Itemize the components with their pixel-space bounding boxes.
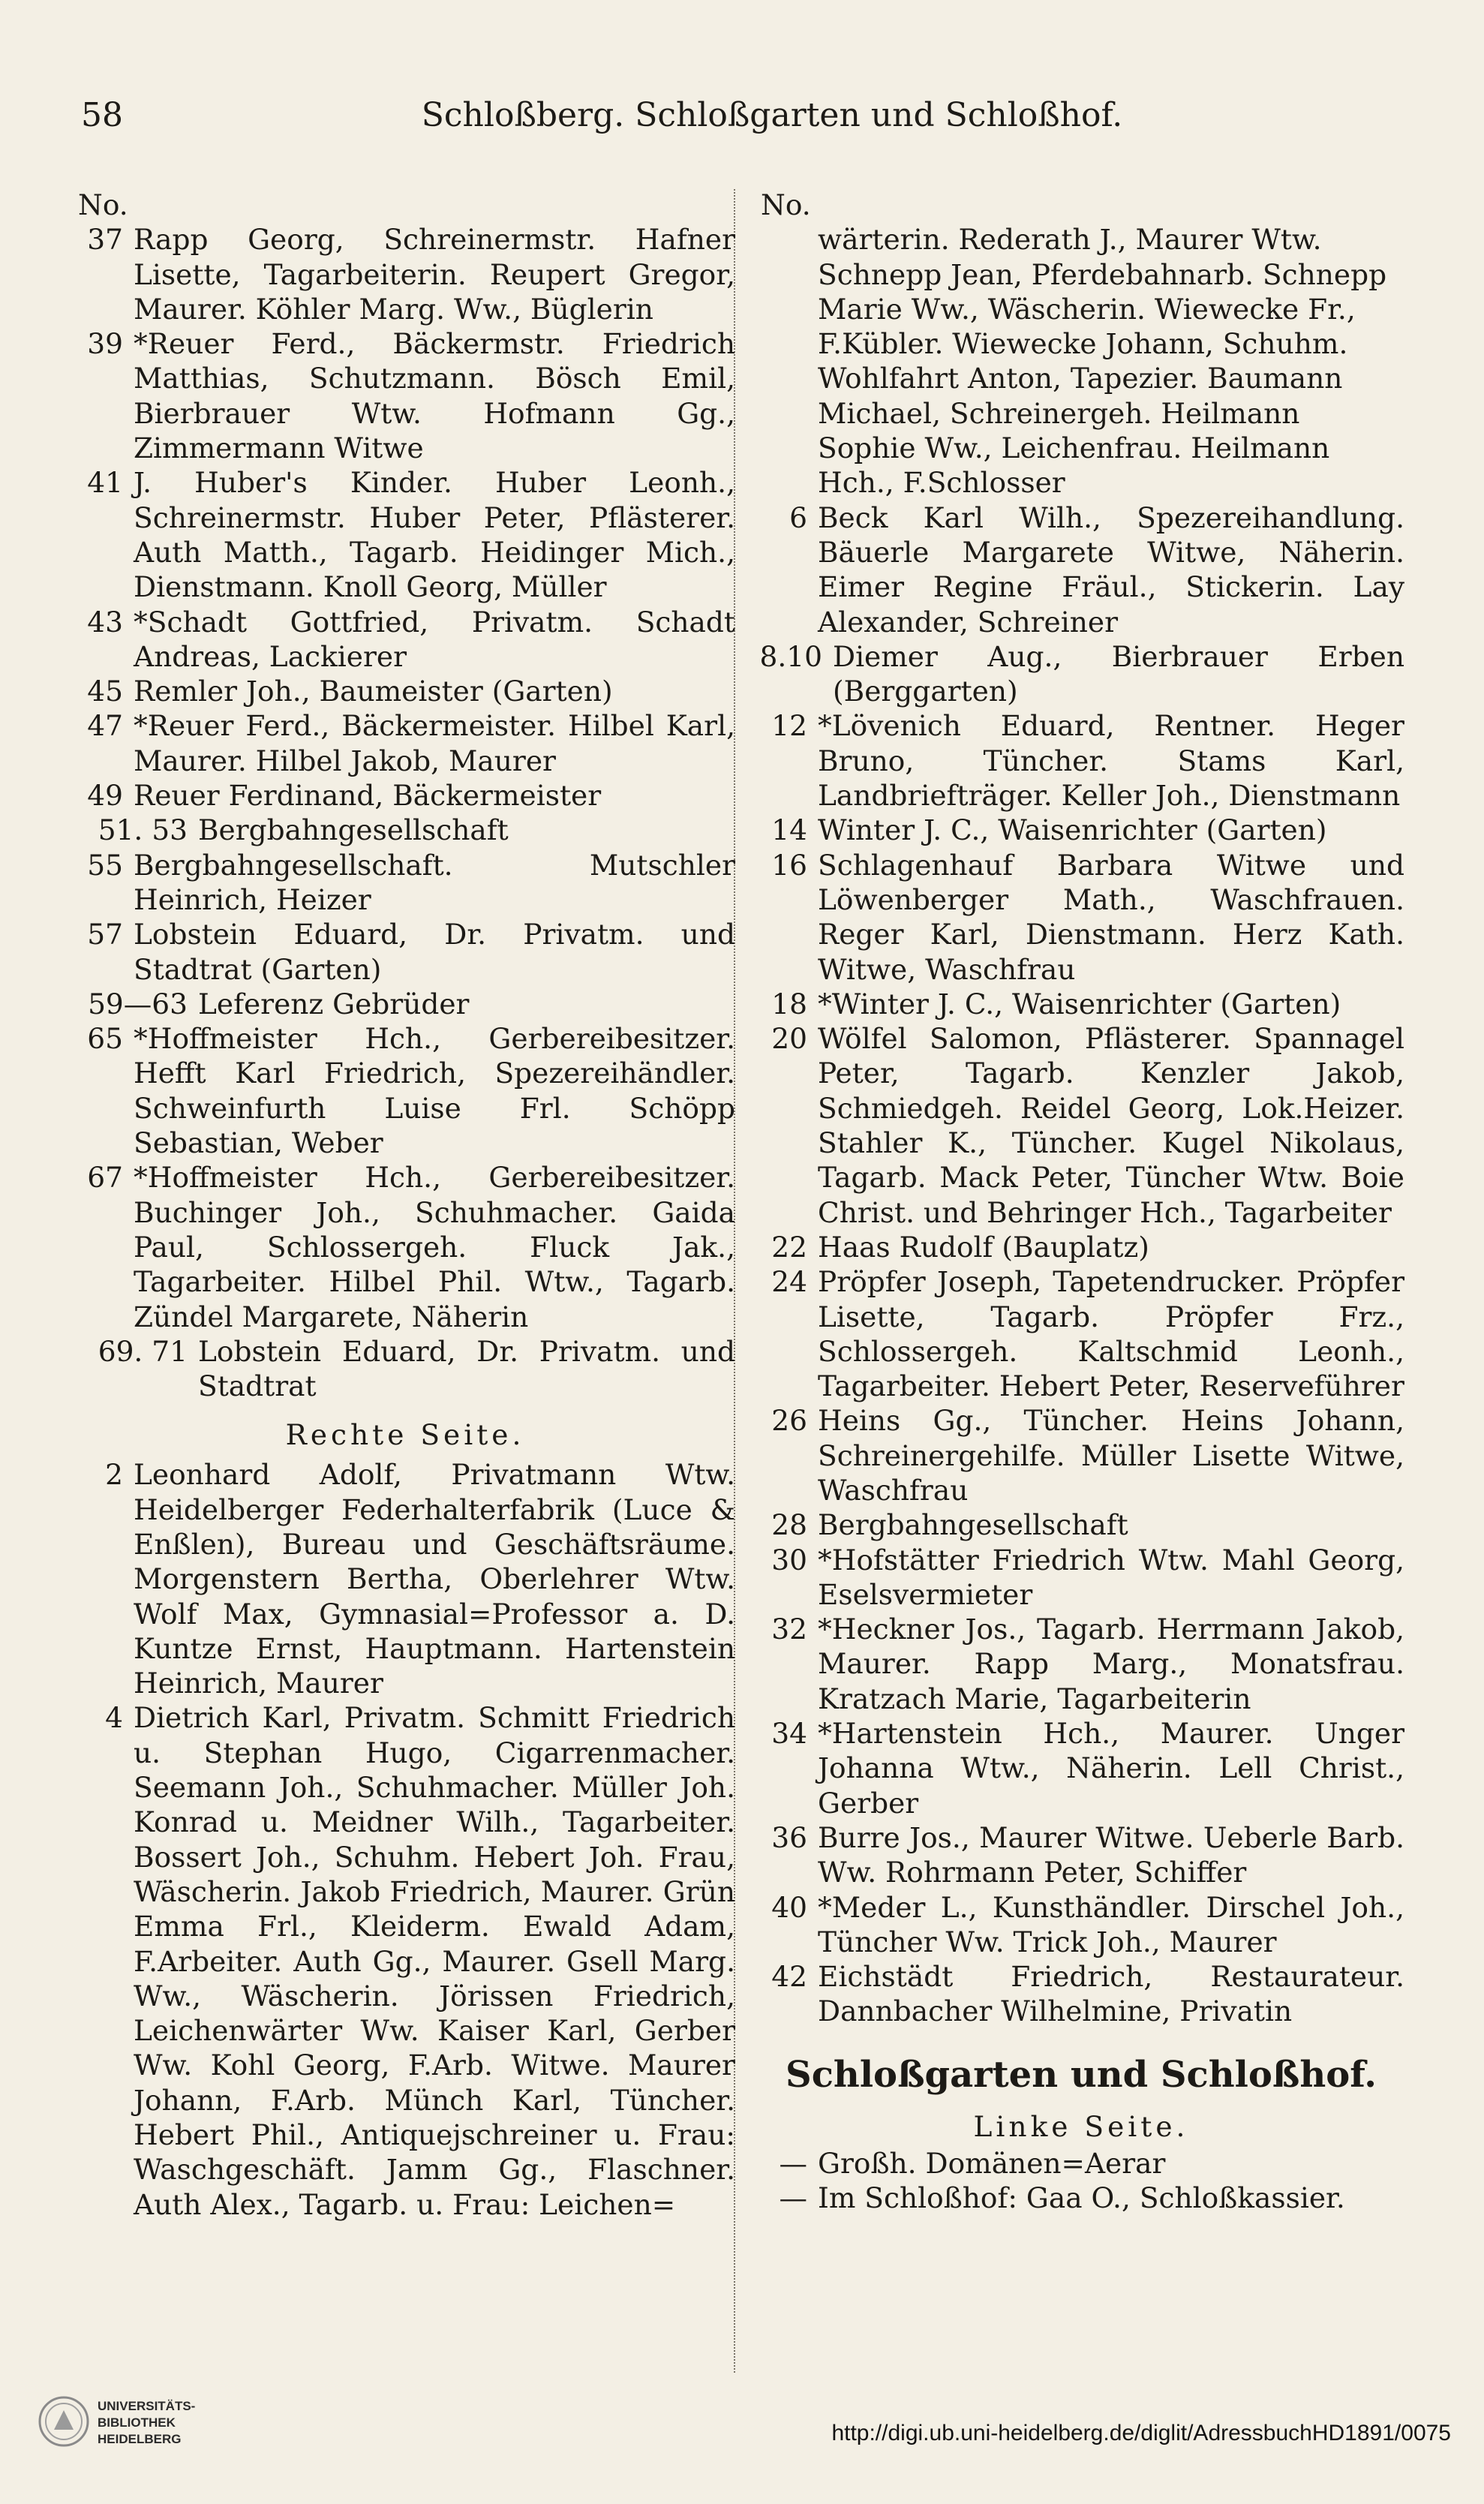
house-number: 18 <box>771 987 807 1021</box>
residents: Bergbahngesellschaft. Mutschler Heinrich, Heizer <box>134 848 735 916</box>
house-number: 57 <box>87 918 123 951</box>
house-number: 14 <box>771 813 807 847</box>
residents: Eichstädt Friedrich, Restaurateur. Dannbacher Wilhelmine, Privatin <box>818 1960 1404 2028</box>
house-number: 59—63 <box>88 987 188 1021</box>
residents: *Hoffmeister Hch., Gerbereibesitzer. Buchinger Joh., Schuhmacher. Gaida Paul, Schlossergeh. Fluck Jak., Tagarbeiter. Hilbel Phil. Wtw., Tagarb. Zündel Margarete, Näherin <box>134 1161 735 1333</box>
house-number: 45 <box>87 675 123 708</box>
residents: Leferenz Gebrüder <box>198 987 470 1021</box>
house-number: 43 <box>87 605 123 639</box>
address-entry <box>75 1700 735 2221</box>
right-column <box>758 188 1404 2215</box>
section-entries <box>758 2146 1404 2216</box>
house-number: 36 <box>771 1820 807 1854</box>
continued-entry: wärterin. Rederath J., Maurer Wtw. Schnepp Jean, Pferdebahnarb. Schnepp Marie Ww., Wäscherin. Wiewecke Fr., F.Kübler. Wiewecke Johann, Schuhm. Wohlfahrt Anton, Tapezier. Baumann Michael, Schreinergeh. Heilmann Sophie Ww., Leichenfrau. Heilmann Hch., F.Schlosser <box>818 223 1387 500</box>
address-entry <box>75 605 735 675</box>
residents: Remler Joh., Baumeister (Garten) <box>134 675 613 708</box>
address-entry <box>758 1021 1404 1230</box>
house-number: — <box>779 2146 807 2180</box>
residents: Haas Rudolf (Bauplatz) <box>818 1230 1149 1264</box>
residents: *Hofstätter Friedrich Wtw. Mahl Georg, Eselsvermieter <box>818 1543 1404 1611</box>
house-number: 32 <box>771 1613 807 1646</box>
house-number: 16 <box>771 848 807 882</box>
house-number: 12 <box>771 709 807 743</box>
residents: Dietrich Karl, Privatm. Schmitt Friedrich u. Stephan Hugo, Cigarrenmacher. Seemann Joh., Schuhmacher. Müller Joh. Konrad u. Meidner Wilh., Tagarbeiter. Bossert Joh., Schuhm. Hebert Joh. Frau, Wäscherin. Jakob Friedrich, Maurer. Grün Emma Frl., Kleiderm. Ewald Adam, F.Arbeiter. Auth Gg., Maurer. Gsell Marg. Ww., Wäscherin. Jörissen Friedrich, Leichenwärter Ww. Kaiser Karl, Gerber Ww. Kohl Georg, F.Arb. Witwe. Maurer Johann, F.Arb. Münch Karl, Tüncher. Hebert Phil., Antiquejschreiner u. Frau: Waschgeschäft. Jamm Gg., Flaschner. Auth Alex., Tagarb. u. Frau: Leichen= <box>134 1701 735 2221</box>
residents: Leonhard Adolf, Privatmann Wtw. Heidelberger Federhalterfabrik (Luce & Enßlen), Bureau und Geschäftsräume. Morgenstern Bertha, Oberlehrer Wtw. Wolf Max, Gymnasial=Professor a. D. Kuntze Ernst, Hauptmann. Hartenstein Heinrich, Maurer <box>134 1458 735 1700</box>
house-number: 47 <box>87 709 123 743</box>
house-number: 49 <box>87 779 123 813</box>
residents: Bergbahngesellschaft <box>818 1508 1128 1542</box>
house-number: 40 <box>771 1890 807 1924</box>
residents: Bergbahngesellschaft <box>198 813 509 847</box>
address-entry <box>758 1264 1404 1403</box>
address-entry <box>758 1230 1404 1264</box>
residents: Im Schloßhof: Gaa O., Schloßkassier. <box>818 2181 1345 2215</box>
address-entry <box>758 1959 1404 2029</box>
address-entry <box>75 848 735 918</box>
residents: Winter J. C., Waisenrichter (Garten) <box>818 813 1327 847</box>
address-entry <box>758 708 1404 813</box>
address-entry <box>758 1612 1404 1716</box>
residents: *Reuer Ferd., Bäckermeister. Hilbel Karl, Maurer. Hilbel Jakob, Maurer <box>134 709 735 777</box>
house-number: 69. 71 <box>98 1334 188 1368</box>
residents: *Schadt Gottfried, Privatm. Schadt Andreas, Lackierer <box>134 605 735 673</box>
library-seal-icon <box>38 2395 90 2448</box>
house-number: 28 <box>771 1508 807 1542</box>
address-entry <box>758 1508 1404 1542</box>
address-entry <box>75 1160 735 1333</box>
library-name: UNIVERSITÄTS- BIBLIOTHEK HEIDELBERG <box>98 2399 196 2446</box>
left-entries <box>75 222 735 1403</box>
house-number: 51. 53 <box>98 813 188 847</box>
address-entry <box>75 674 735 708</box>
house-number: 37 <box>87 223 123 257</box>
left-side-entries <box>75 1457 735 2222</box>
house-number: 39 <box>87 327 123 361</box>
residents: Pröpfer Joseph, Tapetendrucker. Pröpfer Lisette, Tagarb. Pröpfer Frz., Schlossergeh. Kaltschmid Leonh., Tagarbeiter. Hebert Peter, Reserveführer <box>818 1265 1404 1403</box>
address-entry <box>75 1021 735 1160</box>
address-entry <box>75 778 735 813</box>
address-entry <box>758 813 1404 847</box>
footer <box>0 2349 1484 2504</box>
address-entry <box>75 708 735 778</box>
residents: *Hoffmeister Hch., Gerbereibesitzer. Hefft Karl Friedrich, Spezereihändler. Schweinfurth Luise Frl. Schöpp Sebastian, Weber <box>134 1022 735 1160</box>
address-entry <box>758 500 1404 639</box>
house-number: 24 <box>771 1265 807 1299</box>
right-entries <box>758 500 1404 2029</box>
residents: *Winter J. C., Waisenrichter (Garten) <box>818 987 1341 1021</box>
column-heading: No. <box>78 188 128 221</box>
residents: Großh. Domänen=Aerar <box>818 2146 1166 2180</box>
address-entry <box>758 1403 1404 1508</box>
residents: Burre Jos., Maurer Witwe. Ueberle Barb. Ww. Rohrmann Peter, Schiffer <box>818 1820 1404 1889</box>
address-entry <box>75 326 735 465</box>
house-number: 4 <box>105 1701 123 1735</box>
house-number: — <box>779 2181 807 2215</box>
address-entry <box>758 1543 1404 1613</box>
residents: Schlagenhauf Barbara Witwe und Löwenberger Math., Waschfrauen. Reger Karl, Dienstmann. Herz Kath. Witwe, Waschfrau <box>818 848 1404 986</box>
residents: Wölfel Salomon, Pflästerer. Spannagel Peter, Tagarb. Kenzler Jakob, Schmiedgeh. Reidel Georg, Lok.Heizer. Stahler K., Tüncher. Kugel Nikolaus, Tagarb. Mack Peter, Tüncher Wtw. Boie Christ. und Behringer Hch., Tagarbeiter <box>818 1022 1404 1229</box>
residents: J. Huber's Kinder. Huber Leonh., Schreinermstr. Huber Peter, Pflästerer. Auth Matth., Tagarb. Heidinger Mich., Dienstmann. Knoll Georg, Müller <box>134 466 735 604</box>
address-entry <box>758 1890 1404 1960</box>
address-entry <box>758 987 1404 1021</box>
house-number: 8.10 <box>759 639 822 673</box>
residents: Beck Karl Wilh., Spezereihandlung. Bäuerle Margarete Witwe, Näherin. Eimer Regine Fräul., Stickerin. Lay Alexander, Schreiner <box>818 500 1404 639</box>
address-entry <box>75 1457 735 1700</box>
residents: *Lövenich Eduard, Rentner. Heger Bruno, Tüncher. Stams Karl, Landbriefträger. Keller Joh., Dienstmann <box>818 709 1404 813</box>
residents: Rapp Georg, Schreinermstr. Hafner Lisette, Tagarbeiterin. Reupert Gregor, Maurer. Köhler Marg. Ww., Büglerin <box>134 223 735 326</box>
running-head: Schloßberg. Schloßgarten und Schloßhof. <box>421 96 1123 134</box>
side-title: Linke Seite. <box>973 2109 1189 2143</box>
address-entry <box>758 848 1404 987</box>
address-entry <box>758 2181 1404 2215</box>
address-entry <box>75 465 735 604</box>
address-entry <box>758 1716 1404 1820</box>
address-entry <box>758 2146 1404 2181</box>
left-column <box>75 188 735 2222</box>
address-entry <box>75 813 735 847</box>
residents: Reuer Ferdinand, Bäckermeister <box>134 779 602 813</box>
house-number: 22 <box>771 1230 807 1264</box>
address-entry <box>75 987 735 1021</box>
residents: *Reuer Ferd., Bäckermstr. Friedrich Matthias, Schutzmann. Bösch Emil, Bierbrauer Wtw. Hofmann Gg., Zimmermann Witwe <box>134 327 735 465</box>
address-entry <box>758 639 1404 709</box>
house-number: 42 <box>771 1960 807 1994</box>
page-number: 58 <box>81 96 123 134</box>
house-number: 55 <box>87 848 123 882</box>
address-entry <box>75 917 735 987</box>
address-entry <box>75 222 735 326</box>
house-number: 67 <box>87 1161 123 1195</box>
house-number: 20 <box>771 1022 807 1056</box>
section-title: Schloßgarten und Schloßhof. <box>786 2053 1377 2096</box>
address-entry <box>75 1334 735 1404</box>
house-number: 2 <box>105 1458 123 1492</box>
residents: Lobstein Eduard, Dr. Privatm. und Stadtrat (Garten) <box>134 918 735 986</box>
residents: *Hartenstein Hch., Maurer. Unger Johanna Wtw., Näherin. Lell Christ., Gerber <box>818 1717 1404 1820</box>
side-title: Rechte Seite. <box>285 1418 525 1452</box>
column-heading: No. <box>761 188 811 221</box>
residents: Diemer Aug., Bierbrauer Erben (Berggarten) <box>833 639 1404 708</box>
source-url[interactable]: http://digi.ub.uni-heidelberg.de/diglit/AdressbuchHD1891/0075 <box>831 2421 1451 2445</box>
residents: *Meder L., Kunsthändler. Dirschel Joh., Tüncher Ww. Trick Joh., Maurer <box>818 1890 1404 1958</box>
house-number: 30 <box>771 1543 807 1577</box>
residents: *Heckner Jos., Tagarb. Herrmann Jakob, Maurer. Rapp Marg., Monatsfrau. Kratzach Marie, Tagarbeiterin <box>818 1613 1404 1715</box>
house-number: 34 <box>771 1717 807 1751</box>
house-number: 65 <box>87 1022 123 1056</box>
residents: Lobstein Eduard, Dr. Privatm. und Stadtrat <box>198 1334 735 1403</box>
residents: Heins Gg., Tüncher. Heins Johann, Schreinergehilfe. Müller Lisette Witwe, Waschfrau <box>818 1404 1404 1507</box>
house-number: 41 <box>87 466 123 500</box>
house-number: 26 <box>771 1404 807 1438</box>
address-entry <box>758 1820 1404 1890</box>
house-number: 6 <box>789 500 807 534</box>
